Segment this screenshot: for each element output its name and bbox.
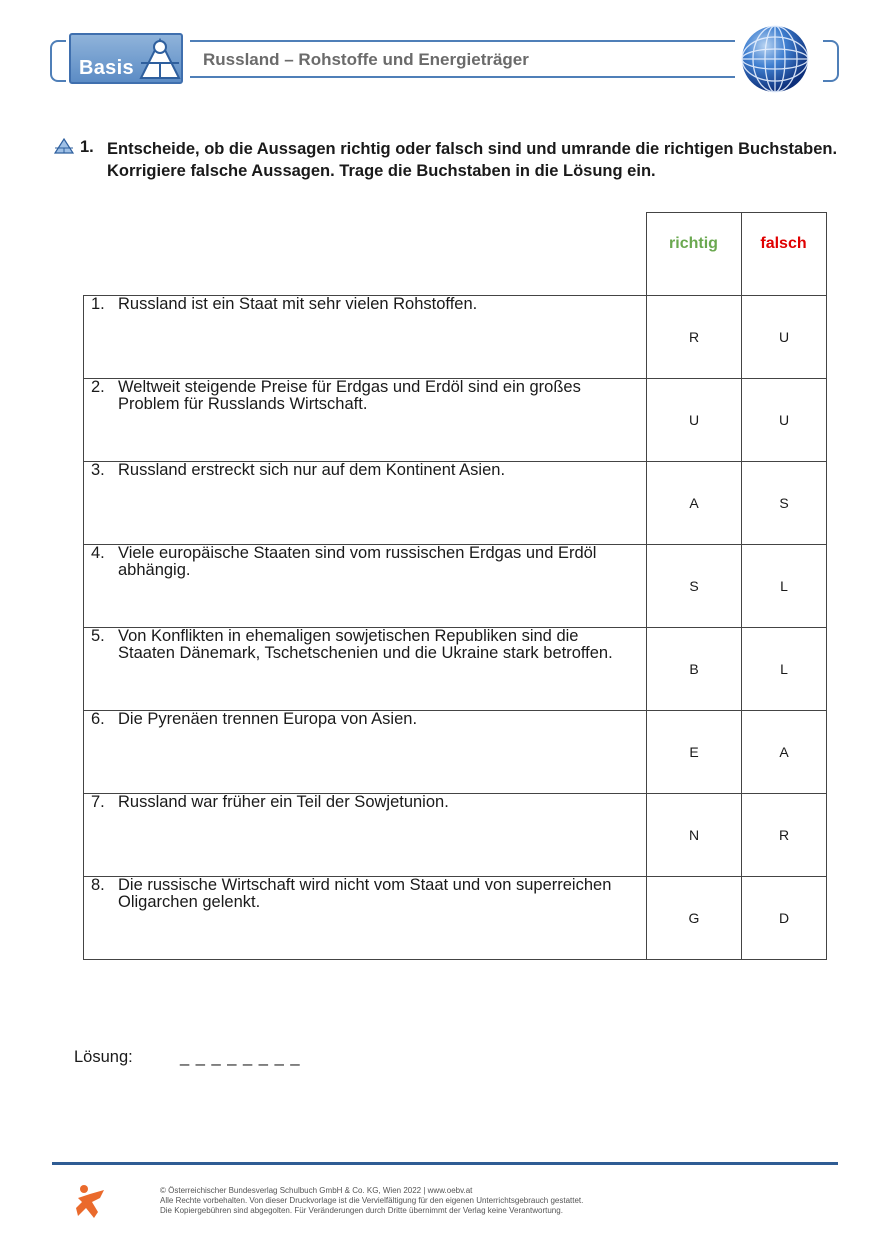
statement-number: 3. [91,461,105,479]
column-header-correct: richtig [669,235,718,252]
statement-number: 6. [91,710,105,728]
basis-logo [69,33,183,84]
globe-icon [740,24,810,94]
statement-number: 2. [91,378,105,396]
column-header-wrong: falsch [760,235,807,252]
letter-wrong[interactable]: L [780,661,788,677]
header-line-top [190,40,735,42]
letter-wrong[interactable]: A [779,744,789,760]
statement-number: 7. [91,793,105,811]
statement-row [91,711,636,728]
statement-text: Russland war früher ein Teil der Sowjetunion. [118,793,449,811]
footer-divider [52,1162,838,1165]
oebv-logo-icon [70,1182,110,1222]
statement-row [91,296,636,313]
header-line-bottom [190,76,735,78]
table-line [646,212,827,213]
header-bracket-right [823,40,839,82]
statement-number: 5. [91,627,105,645]
task-triangle-icon [54,138,74,154]
letter-wrong[interactable]: S [779,495,789,511]
footer-line-1: © Österreichischer Bundesverlag Schulbuch GmbH & Co. KG, Wien 2022 | www.oebv.at [160,1186,473,1195]
letter-correct[interactable]: U [688,412,700,428]
letter-correct[interactable]: B [689,661,699,677]
footer-line-3: Die Kopiergebühren sind abgegolten. Für Veränderungen durch Dritte übernimmt der Verlag keine Verantwortung. [160,1206,563,1215]
table-line [741,212,742,960]
statement-row [91,794,636,811]
footer-copyright [160,1186,583,1216]
letter-correct[interactable]: S [689,578,699,594]
letter-wrong[interactable]: U [778,329,790,345]
task-number: 1. [80,138,94,156]
statement-text: Viele europäische Staaten sind vom russischen Erdgas und Erdöl abhängig. [118,544,597,579]
table-line [826,212,827,960]
letter-correct[interactable]: G [688,910,700,926]
task-instruction: Entscheide, ob die Aussagen richtig oder falsch sind und umrande die richtigen Buchstaben. Korrigiere falsche Aussagen. Trage die Buchstaben in die Lösung ein. [107,140,838,180]
statement-number: 8. [91,876,105,894]
statement-row [91,545,636,579]
statement-row [91,379,636,413]
statement-row [91,628,636,662]
footer-line-2: Alle Rechte vorbehalten. Von dieser Druckvorlage ist die Vervielfältigung für den eigenen Unterrichtsgebrauch gestattet. [160,1196,584,1205]
letter-wrong[interactable]: U [778,412,790,428]
solution-blanks[interactable]: _ _ _ _ _ _ _ _ [180,1048,301,1066]
letter-wrong[interactable]: R [778,827,790,843]
solution-label: Lösung: [74,1048,133,1066]
letter-correct[interactable]: R [688,329,700,345]
statement-row [91,462,636,479]
statement-text: Weltweit steigende Preise für Erdgas und Erdöl sind ein großes Problem für Russlands Wirtschaft. [118,378,581,413]
letter-wrong[interactable]: L [780,578,788,594]
statement-number: 1. [91,295,105,313]
letter-wrong[interactable]: D [778,910,790,926]
triangle-logo-icon [139,37,181,81]
statement-text: Die russische Wirtschaft wird nicht vom Staat und von superreichen Oligarchen gelenkt. [118,876,612,911]
letter-correct[interactable]: A [689,495,699,511]
header-bracket-left [50,40,66,82]
statement-text: Von Konflikten in ehemaligen sowjetischen Republiken sind die Staaten Dänemark, Tschetschenien und die Ukraine stark betroffen. [118,627,613,662]
statement-text: Russland ist ein Staat mit sehr vielen Rohstoffen. [118,295,478,313]
letter-correct[interactable]: N [688,827,700,843]
table-line [646,212,647,960]
statement-text: Russland erstreckt sich nur auf dem Kontinent Asien. [118,461,506,479]
table-line [83,295,84,960]
statement-number: 4. [91,544,105,562]
logo-label: Basis [79,57,134,79]
statement-text: Die Pyrenäen trennen Europa von Asien. [118,710,418,728]
page-title: Russland – Rohstoffe und Energieträger [203,50,529,69]
table-line [83,959,827,960]
statement-row [91,877,636,911]
letter-correct[interactable]: E [689,744,699,760]
